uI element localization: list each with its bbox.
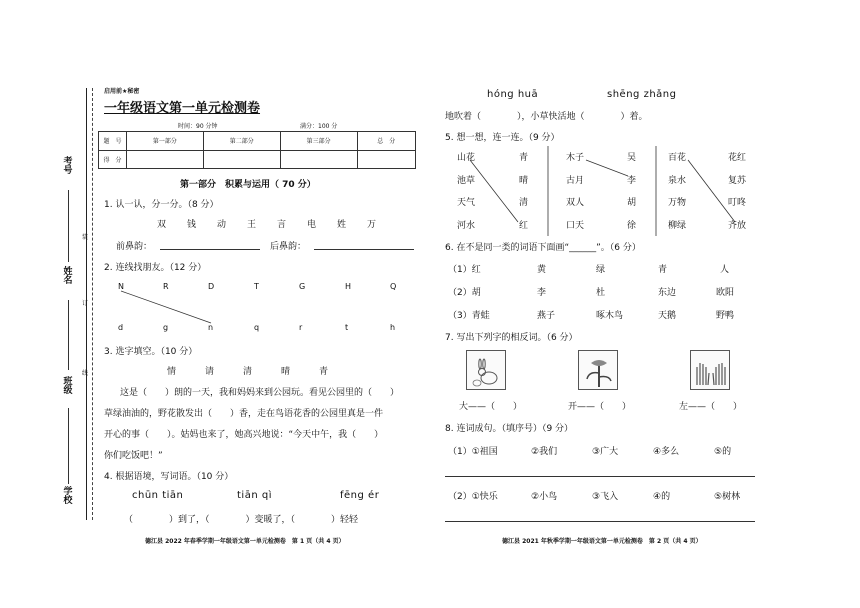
q8-word: ②我们 — [531, 447, 558, 457]
q5-item[interactable]: 河水 — [457, 221, 476, 231]
q5-item[interactable]: 木子 — [566, 153, 585, 163]
q3-char: 晴 — [281, 367, 291, 377]
q5-item[interactable]: 古月 — [566, 176, 585, 186]
q6-word[interactable]: 杜 — [596, 288, 606, 298]
score-table-cell: 总 分 — [357, 132, 415, 151]
q3-char: 清 — [243, 367, 253, 377]
q2-upper-letter: G — [299, 282, 306, 291]
q4-pinyin: tiān qì — [237, 490, 272, 501]
q2-title: 2. 连线找朋友。（12 分） — [104, 263, 207, 273]
q5-item[interactable]: 百花 — [668, 153, 687, 163]
footer-right: 德江县 2021 年秋季学期一年级语文第一单元检测卷 第 2 页（共 4 页） — [502, 538, 702, 545]
q8-word: ⑤树林 — [714, 492, 741, 502]
q8-word: ⑤的 — [714, 447, 732, 457]
q4-continuation[interactable]: 地吹着（ ），小草快活地（ ）着。 — [445, 112, 648, 122]
exam-title: 一年级语文第一单元检测卷 — [104, 101, 261, 116]
q8-word: ②小鸟 — [531, 492, 558, 502]
secret-label: 启用前★秘密 — [104, 88, 140, 95]
q2-lower-letter: q — [254, 323, 260, 332]
q3-passage-line: 草绿油油的，野花散发出（ ）香，走在鸟语花香的公园里真是一件 — [104, 409, 384, 419]
q3-passage-line: 这是（ ）朗的一天，我和妈妈来到公园玩。看见公园里的（ ） — [120, 388, 400, 398]
q6-word[interactable]: 人 — [720, 265, 730, 275]
q6-word[interactable]: 啄木鸟 — [596, 311, 624, 321]
r-pinyin: hóng huā — [487, 89, 539, 100]
r-pinyin: shēng zhǎng — [607, 89, 677, 100]
q2-lower-letter: d — [118, 323, 124, 332]
exam-full-score: 满分：100 分 — [300, 123, 338, 130]
q6-word[interactable]: 黄 — [537, 265, 547, 275]
q1-char: 王 — [247, 220, 257, 230]
q7-item[interactable]: 左——（ ） — [679, 402, 743, 412]
q3-char: 青 — [319, 367, 329, 377]
q5-item[interactable]: 池草 — [457, 176, 476, 186]
q5-item[interactable]: 口天 — [566, 221, 585, 231]
hands-picture — [690, 350, 730, 390]
q2-lower-letter: n — [208, 323, 214, 332]
q4-title: 4. 根据语境，写词语。（10 分） — [104, 472, 234, 482]
q5-item[interactable]: 李 — [627, 176, 637, 186]
q5-item[interactable]: 双人 — [566, 198, 585, 208]
q8-word: （1）①祖国 — [448, 447, 498, 457]
q1-char: 万 — [367, 220, 377, 230]
q6-word[interactable]: 欧阳 — [716, 288, 735, 298]
q5-item[interactable]: 胡 — [627, 198, 637, 208]
q5-item[interactable]: 山花 — [457, 153, 476, 163]
score-table-cell: 得 分 — [99, 150, 127, 169]
hands-icon — [691, 351, 731, 391]
q1-char: 姓 — [337, 220, 347, 230]
q5-item[interactable]: 复苏 — [728, 176, 747, 186]
q5-example-line-2 — [586, 160, 628, 176]
q5-example-line-1 — [470, 160, 518, 222]
banji-label: 班级 — [63, 377, 73, 396]
q6-word[interactable]: 绿 — [596, 265, 606, 275]
q2-upper-letter: H — [345, 282, 352, 291]
q3-title: 3. 选字填空。（10 分） — [104, 347, 198, 357]
q6-word[interactable]: （1）红 — [448, 265, 481, 275]
q1-back-label: 后鼻韵： — [270, 242, 307, 252]
q8-title: 8. 连词成句。（填序号）（9 分） — [445, 424, 574, 434]
q8-word: （2）①快乐 — [448, 492, 498, 502]
q5-item[interactable]: 花红 — [728, 153, 747, 163]
score-table-cell: 第一部分 — [127, 132, 204, 151]
q6-title: 6. 在不是同一类的词语下面画“______”。（6 分） — [445, 243, 641, 253]
q2-upper-letter: R — [163, 282, 169, 291]
q5-item[interactable]: 万物 — [668, 198, 687, 208]
q5-item[interactable]: 泉水 — [668, 176, 687, 186]
flower-picture — [578, 350, 618, 390]
q6-word[interactable]: 东边 — [658, 288, 677, 298]
q5-item[interactable]: 徐 — [627, 221, 637, 231]
xuexiao-label: 学校 — [63, 487, 73, 506]
q5-item[interactable]: 青 — [519, 153, 529, 163]
q1-title: 1. 认一认，分一分。（8 分） — [104, 200, 219, 210]
q1-char: 动 — [217, 220, 227, 230]
q2-lower-letter: t — [345, 323, 349, 332]
q8-word: ③飞入 — [592, 492, 619, 502]
q8-word: ④多么 — [653, 447, 680, 457]
q8-answer-line-2[interactable] — [445, 521, 755, 522]
q6-word[interactable]: （3）青蛙 — [448, 311, 490, 321]
q5-item[interactable]: 天气 — [457, 198, 476, 208]
q8-word: ④的 — [653, 492, 671, 502]
q3-char: 请 — [205, 367, 215, 377]
q2-upper-letter: N — [118, 282, 124, 291]
q3-char: 情 — [167, 367, 177, 377]
q1-char: 言 — [277, 220, 287, 230]
rabbit-icon — [467, 351, 507, 391]
q5-example-line-3 — [688, 160, 735, 222]
q1-char: 电 — [307, 220, 317, 230]
q7-item[interactable]: 大——（ ） — [459, 402, 523, 412]
q4-pinyin: chūn tiān — [132, 490, 184, 501]
score-table-cell: 第三部分 — [280, 132, 357, 151]
seal-char-2: 订 — [82, 300, 89, 307]
q2-upper-letter: D — [208, 282, 215, 291]
q3-passage-line: 开心的事（ ）。姑妈也来了，她高兴地说：“今天中午，我（ ） — [104, 430, 384, 440]
part1-title: 第一部分 积累与运用（ 70 分） — [180, 180, 316, 190]
q4-pinyin: fēng ér — [340, 490, 380, 501]
q4-sentence[interactable]: （ ）到了，（ ）变暖了，（ ）轻轻 — [124, 515, 359, 525]
q5-title: 5. 想一想，连一连。（9 分） — [445, 133, 560, 143]
q5-item[interactable]: 柳绿 — [668, 221, 687, 231]
q5-item[interactable]: 晴 — [519, 176, 529, 186]
q5-item[interactable]: 红 — [519, 221, 529, 231]
q5-item[interactable]: 吴 — [627, 153, 637, 163]
seal-char-3: 线 — [82, 370, 89, 377]
q1-front-label: 前鼻韵： — [116, 242, 153, 252]
q1-char: 双 — [157, 220, 167, 230]
q2-lower-letter: r — [299, 323, 303, 332]
q5-item[interactable]: 齐放 — [728, 221, 747, 231]
kaohao-label: 考号 — [63, 157, 73, 176]
q2-upper-letter: T — [254, 282, 259, 291]
q6-word[interactable]: 青 — [658, 265, 668, 275]
q3-passage-line: 你们吃饭吧！” — [104, 451, 163, 461]
q2-upper-letter: Q — [390, 282, 397, 291]
q5-item[interactable]: 叮咚 — [728, 198, 747, 208]
flower-icon — [579, 351, 619, 391]
xingming-label: 姓名 — [63, 267, 73, 286]
exam-time: 时间：90 分钟 — [178, 123, 218, 130]
q6-word[interactable]: （2）胡 — [448, 288, 481, 298]
q7-title: 7. 写出下列字的相反词。（6 分） — [445, 333, 578, 343]
score-table-cell: 第二部分 — [203, 132, 280, 151]
q8-answer-line-1[interactable] — [445, 476, 755, 477]
score-table-cell: 题 号 — [99, 132, 127, 151]
footer-left: 德江县 2022 年春季学期一年级语文第一单元检测卷 第 1 页（共 4 页） — [145, 538, 345, 545]
q2-lower-letter: g — [163, 323, 169, 332]
q2-lower-letter: h — [390, 323, 396, 332]
seal-char-1: 装 — [82, 234, 89, 241]
q6-word[interactable]: 天鹅 — [658, 311, 677, 321]
rabbit-picture — [466, 350, 506, 390]
q6-word[interactable]: 燕子 — [537, 311, 556, 321]
q2-example-line — [121, 291, 211, 323]
q6-word[interactable]: 野鸭 — [716, 311, 735, 321]
q6-word[interactable]: 李 — [537, 288, 547, 298]
q1-char: 钱 — [187, 220, 197, 230]
q7-item[interactable]: 开——（ ） — [568, 402, 632, 412]
q5-item[interactable]: 清 — [519, 198, 529, 208]
q8-word: ③广大 — [592, 447, 619, 457]
